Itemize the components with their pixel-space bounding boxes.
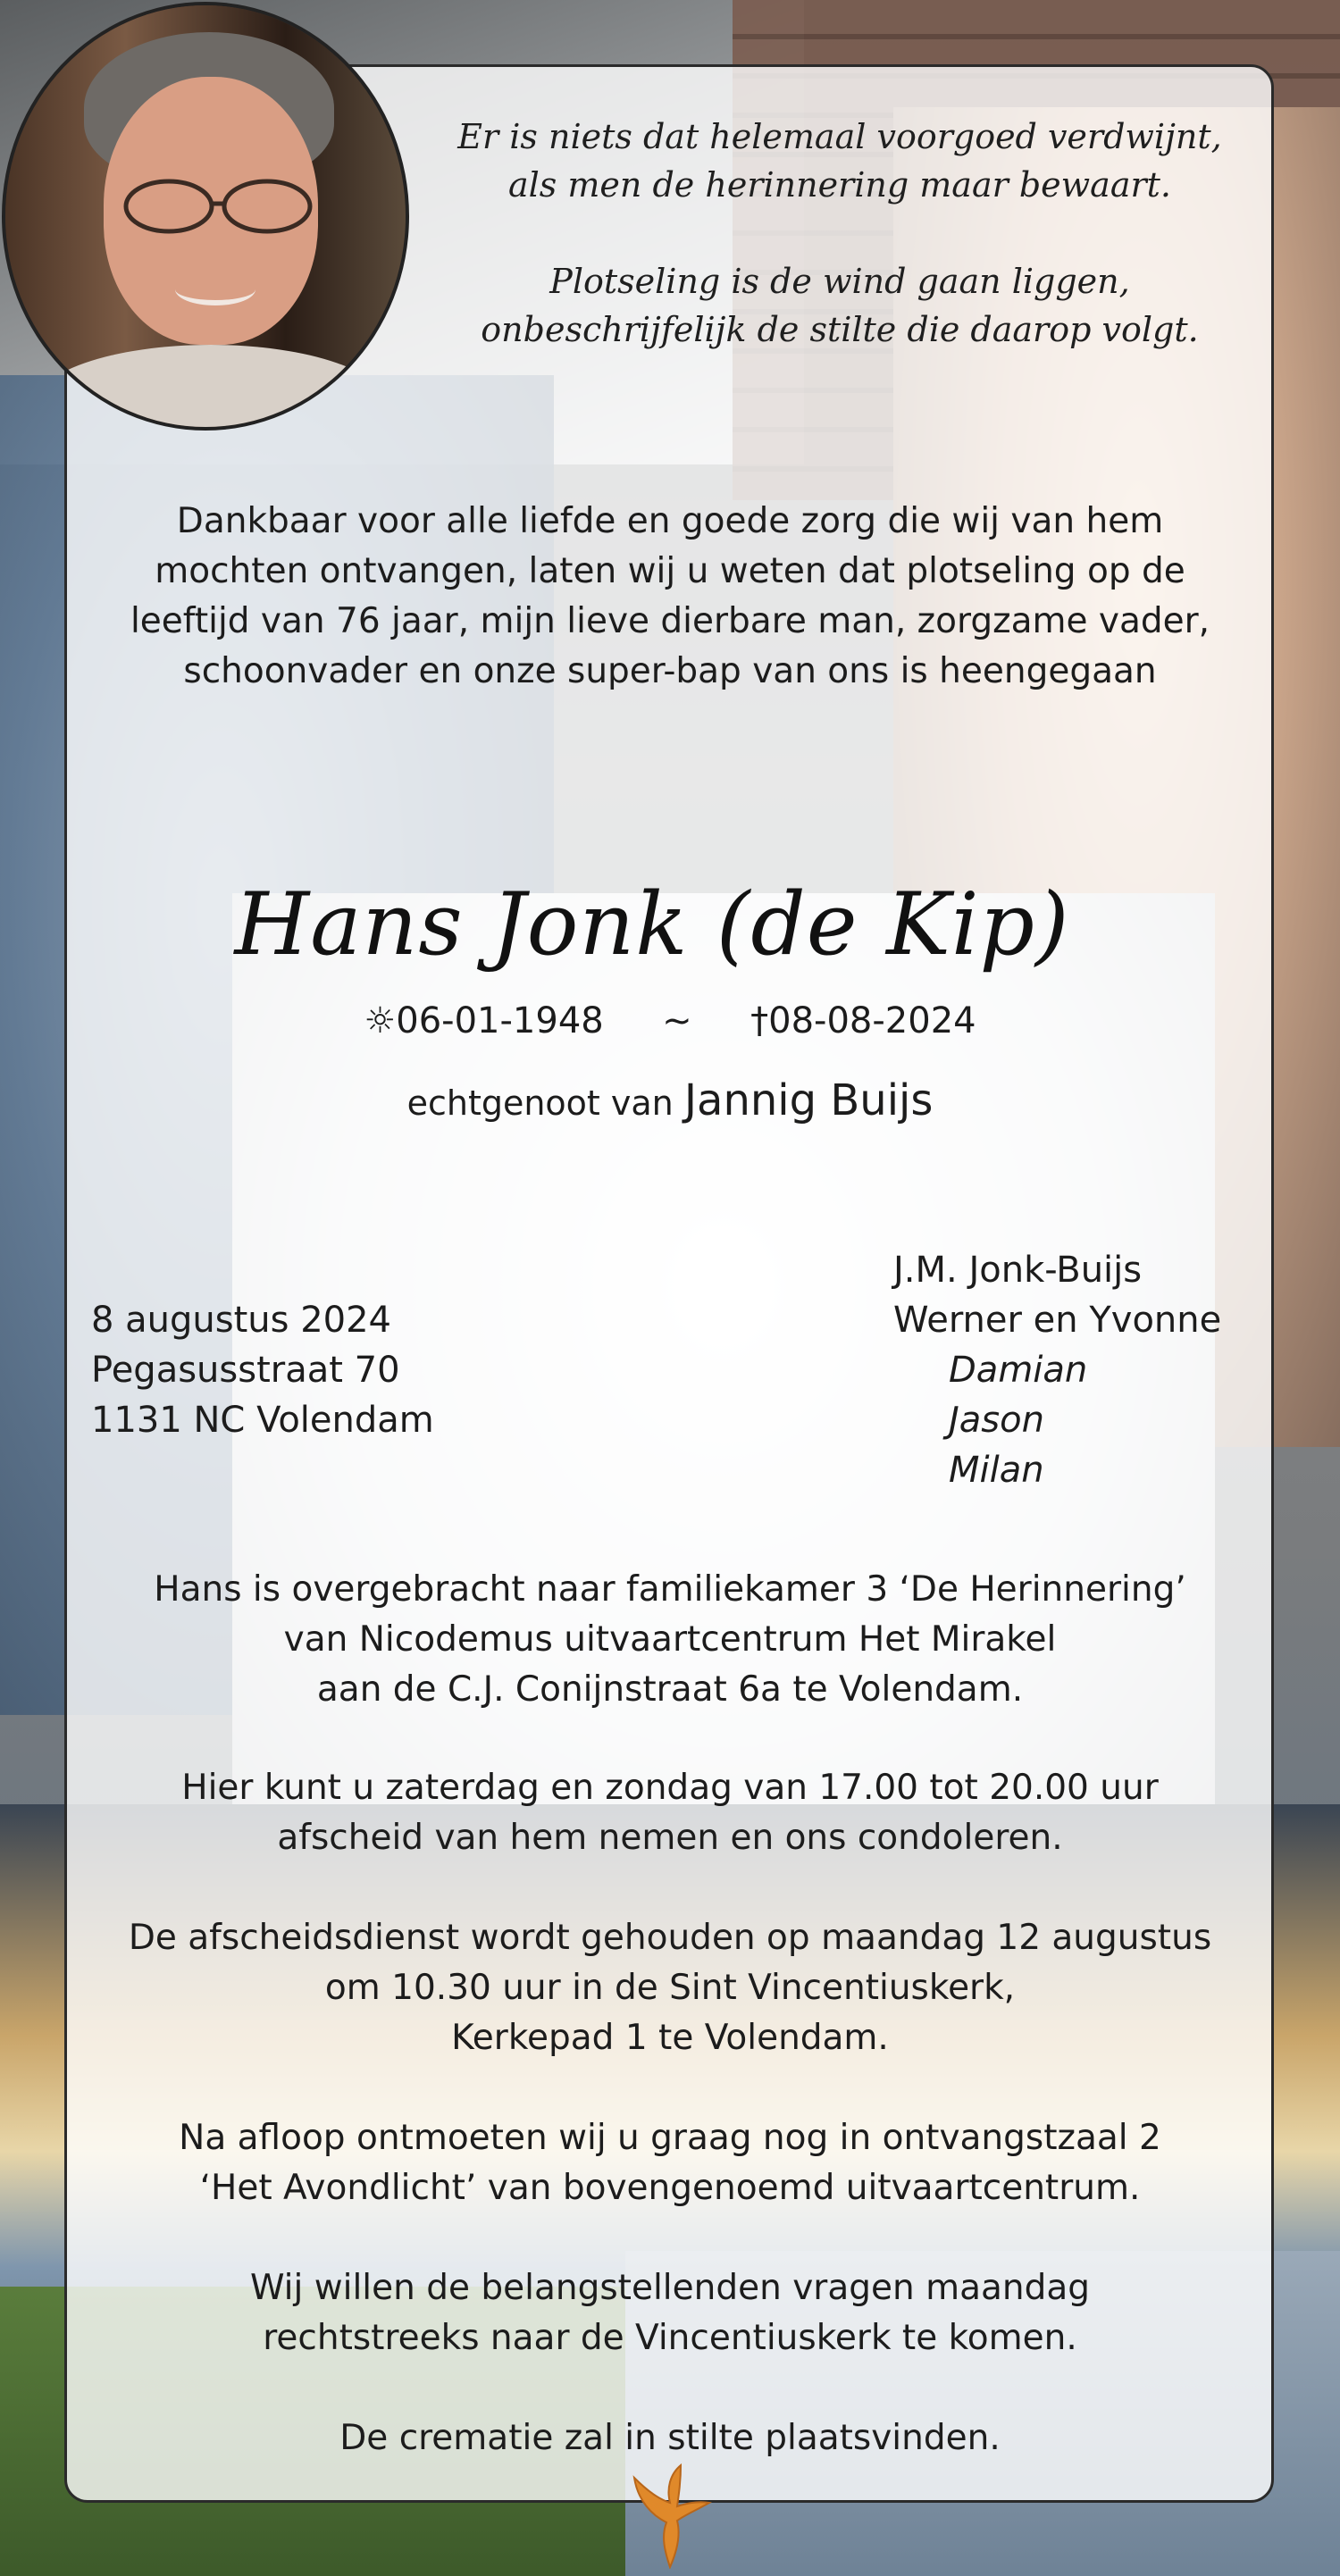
detail-line: Wij willen de belangstellenden vragen maandag bbox=[249, 2268, 1091, 2308]
poem-line: onbeschrijfelijk de stilte die daarop volgt. bbox=[481, 310, 1199, 349]
birth-icon: ☼ bbox=[364, 1000, 397, 1041]
announcement-line: Dankbaar voor alle liefde en goede zorg die wij van hem bbox=[176, 501, 1164, 541]
family-line: J.M. Jonk-Buijs bbox=[893, 1250, 1143, 1291]
announcement-line: leeftijd van 76 jaar, mijn lieve dierbare man, zorgzame vader, bbox=[130, 601, 1210, 641]
poem bbox=[393, 113, 1286, 354]
poem-line: Er is niets dat helemaal voorgoed verdwijnt, bbox=[457, 117, 1222, 156]
birth-date: 06-01-1948 bbox=[396, 1000, 604, 1041]
detail-line: De afscheidsdienst wordt gehouden op maandag 12 augustus bbox=[128, 1918, 1212, 1958]
portrait-photo bbox=[2, 2, 409, 431]
detail-line: aan de C.J. Conijnstraat 6a te Volendam. bbox=[316, 1669, 1024, 1710]
detail-paragraph bbox=[71, 1565, 1269, 1715]
cross-icon: † bbox=[750, 1000, 769, 1041]
detail-paragraph bbox=[71, 1763, 1269, 1863]
detail-paragraph bbox=[71, 2413, 1269, 2463]
announcement-line: mochten ontvangen, laten wij u weten dat plotseling op de bbox=[155, 551, 1185, 591]
spouse-name: Jannig Buijs bbox=[683, 1075, 934, 1125]
announcement-line: schoonvader en onze super-bap van ons is heengegaan bbox=[183, 651, 1157, 691]
detail-paragraph bbox=[71, 1913, 1269, 2063]
detail-line: Hans is overgebracht naar familiekamer 3 ‘De Herinnering’ bbox=[154, 1569, 1186, 1610]
family-block bbox=[893, 1245, 1269, 1495]
detail-line: Hier kunt u zaterdag en zondag van 17.00 tot 20.00 uur bbox=[181, 1768, 1159, 1808]
poem-line: Plotseling is de wind gaan liggen, bbox=[549, 262, 1130, 301]
dove-icon bbox=[625, 2462, 715, 2569]
grandchild-name: Jason bbox=[949, 1400, 1044, 1441]
death-date: 08-08-2024 bbox=[768, 1000, 976, 1041]
address-block bbox=[91, 1295, 538, 1445]
life-dates bbox=[250, 999, 1090, 1043]
detail-paragraph bbox=[71, 2113, 1269, 2213]
address-line: Pegasusstraat 70 bbox=[91, 1350, 400, 1391]
address-line: 8 augustus 2024 bbox=[91, 1300, 391, 1341]
deceased-name: Hans Jonk (de Kip) bbox=[234, 874, 1070, 974]
detail-line: rechtstreeks naar de Vincentiuskerk te komen. bbox=[263, 2318, 1077, 2358]
address-line: 1131 NC Volendam bbox=[91, 1400, 434, 1441]
grandchild-name: Milan bbox=[949, 1450, 1044, 1491]
detail-paragraph bbox=[71, 2263, 1269, 2363]
spouse-prefix: echtgenoot van bbox=[406, 1083, 674, 1123]
detail-line: Kerkepad 1 te Volendam. bbox=[451, 2018, 889, 2058]
family-line: Werner en Yvonne bbox=[893, 1300, 1222, 1341]
poem-line: als men de herinnering maar bewaart. bbox=[507, 165, 1172, 205]
detail-line: De crematie zal in stilte plaatsvinden. bbox=[339, 2418, 1001, 2458]
detail-line: ‘Het Avondlicht’ van bovengenoemd uitvaartcentrum. bbox=[199, 2168, 1141, 2208]
detail-line: Na afloop ontmoeten wij u graag nog in ontvangstzaal 2 bbox=[179, 2118, 1161, 2158]
spouse-line bbox=[250, 1075, 1090, 1128]
detail-line: om 10.30 uur in de Sint Vincentiuskerk, bbox=[324, 1968, 1016, 2008]
glasses-shape bbox=[120, 175, 316, 238]
detail-line: van Nicodemus uitvaartcentrum Het Mirakel bbox=[283, 1619, 1057, 1660]
announcement bbox=[71, 497, 1269, 697]
grandchild-name: Damian bbox=[949, 1350, 1088, 1391]
date-separator: ~ bbox=[662, 1000, 692, 1041]
detail-line: afscheid van hem nemen en ons condoleren. bbox=[277, 1818, 1063, 1858]
